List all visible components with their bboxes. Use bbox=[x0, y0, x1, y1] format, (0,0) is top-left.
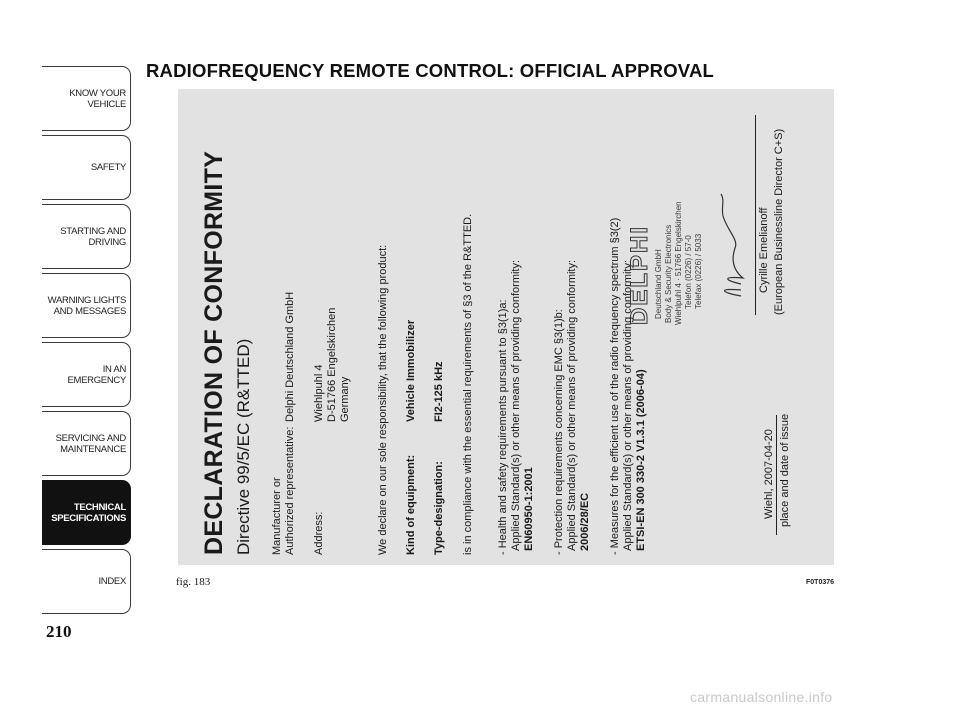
signatory-title: (European Businessline Director C+S) bbox=[773, 128, 785, 315]
health-applied: Applied Standard(s) or other means of providing conformity: bbox=[510, 259, 522, 551]
signatory-signature-line bbox=[755, 115, 756, 315]
tab-safety[interactable] bbox=[42, 135, 131, 200]
address-line: D-51766 Engelskirchen bbox=[326, 307, 338, 422]
measures-applied: Applied Standard(s) or other means of providing conformity: bbox=[622, 259, 634, 551]
health-standard: EN60950-1:2001 bbox=[523, 467, 535, 551]
tab-label: KNOW YOUR VEHICLE bbox=[69, 87, 126, 110]
stamp-line: Telefon (0226) / 57-0 bbox=[684, 235, 693, 309]
tab-servicing-and-maintenance[interactable] bbox=[42, 411, 131, 476]
page-title: RADIOFREQUENCY REMOTE CONTROL: OFFICIAL APPROVAL bbox=[146, 60, 715, 81]
scanned-document bbox=[178, 89, 834, 565]
tab-label: TECHNICAL SPECIFICATIONS bbox=[51, 501, 126, 524]
equipment-value: Vehicle Immobilizer bbox=[405, 319, 417, 422]
tab-warning-lights[interactable] bbox=[42, 273, 131, 338]
document-title: DECLARATION OF CONFORMITY bbox=[200, 150, 228, 555]
tab-technical-specifications[interactable] bbox=[42, 480, 131, 545]
tab-in-an-emergency[interactable] bbox=[42, 342, 131, 407]
document-rotated-content bbox=[178, 89, 834, 565]
stamp-line: Deutschland GmbH bbox=[654, 249, 663, 319]
address-line: Wiehlpuhl 4 bbox=[313, 364, 325, 422]
declaration-text: We declare on our sole responsibility, that the following product: bbox=[377, 244, 389, 555]
stamp-line: Wiehlpuhl 4 · 51766 Engelskirchen bbox=[674, 201, 683, 325]
tab-label: SERVICING AND MAINTENANCE bbox=[55, 432, 126, 455]
watermark: carmanualsonline.info bbox=[690, 689, 833, 705]
place-date-caption: place and date of issue bbox=[779, 413, 791, 527]
tab-label: SAFETY bbox=[90, 162, 126, 173]
address-label: Address: bbox=[313, 511, 325, 555]
figure-code: F0T0376 bbox=[806, 579, 835, 586]
protection-standard: 2006/28/EC bbox=[579, 492, 591, 551]
place-date: Wiehl, 2007-04-20 bbox=[763, 429, 775, 519]
manufacturer-value: Delphi Deutschland GmbH bbox=[284, 291, 296, 422]
manufacturer-label: Manufacturer or bbox=[271, 477, 283, 555]
protection-requirement: - Protection requirements concerning EMC §3(1)b: bbox=[553, 309, 565, 555]
signature-mark bbox=[713, 190, 749, 300]
measures-requirement: - Measures for the efficient use of the radio frequency spectrum §3(2) bbox=[609, 217, 621, 555]
compliance-text: is in compliance with the essential requirements of §3 of the R&TTED. bbox=[462, 213, 474, 555]
delphi-logo: DELPHI bbox=[626, 224, 653, 325]
health-requirement: - Health and safety requirements pursuant to §3(1)a: bbox=[497, 299, 509, 555]
tab-label: STARTING AND DRIVING bbox=[60, 225, 126, 248]
tab-label: INDEX bbox=[98, 576, 126, 587]
authorized-label: Authorized representative: bbox=[284, 426, 296, 555]
stamp-line: Body & Security Electronics bbox=[664, 224, 673, 323]
page-number: 210 bbox=[46, 622, 72, 641]
stamp-line: Telefax (0226) / 5033 bbox=[694, 233, 703, 309]
measures-standard: ETSI-EN 300 330-2 V1.3.1 (2006-04) bbox=[635, 369, 647, 551]
figure-label: fig. 183 bbox=[176, 576, 211, 588]
tab-index[interactable] bbox=[42, 549, 131, 614]
signatory-name: Cyrille Emelianoff bbox=[758, 207, 770, 293]
tab-starting-and-driving[interactable] bbox=[42, 204, 131, 269]
date-signature-line bbox=[776, 415, 777, 535]
tab-label: WARNING LIGHTS AND MESSAGES bbox=[47, 294, 126, 317]
protection-applied: Applied Standard(s) or other means of providing conformity: bbox=[566, 259, 578, 551]
tab-label: IN AN EMERGENCY bbox=[67, 363, 126, 386]
tab-know-your-vehicle[interactable] bbox=[42, 66, 131, 131]
type-value: FI2-125 kHz bbox=[433, 361, 445, 422]
company-stamp bbox=[626, 201, 704, 325]
document-subtitle: Directive 99/5/EC (R&TTED) bbox=[234, 338, 253, 555]
address-line: Germany bbox=[339, 376, 351, 422]
type-label: Type-designation: bbox=[433, 461, 445, 555]
equipment-label: Kind of equipment: bbox=[405, 454, 417, 555]
